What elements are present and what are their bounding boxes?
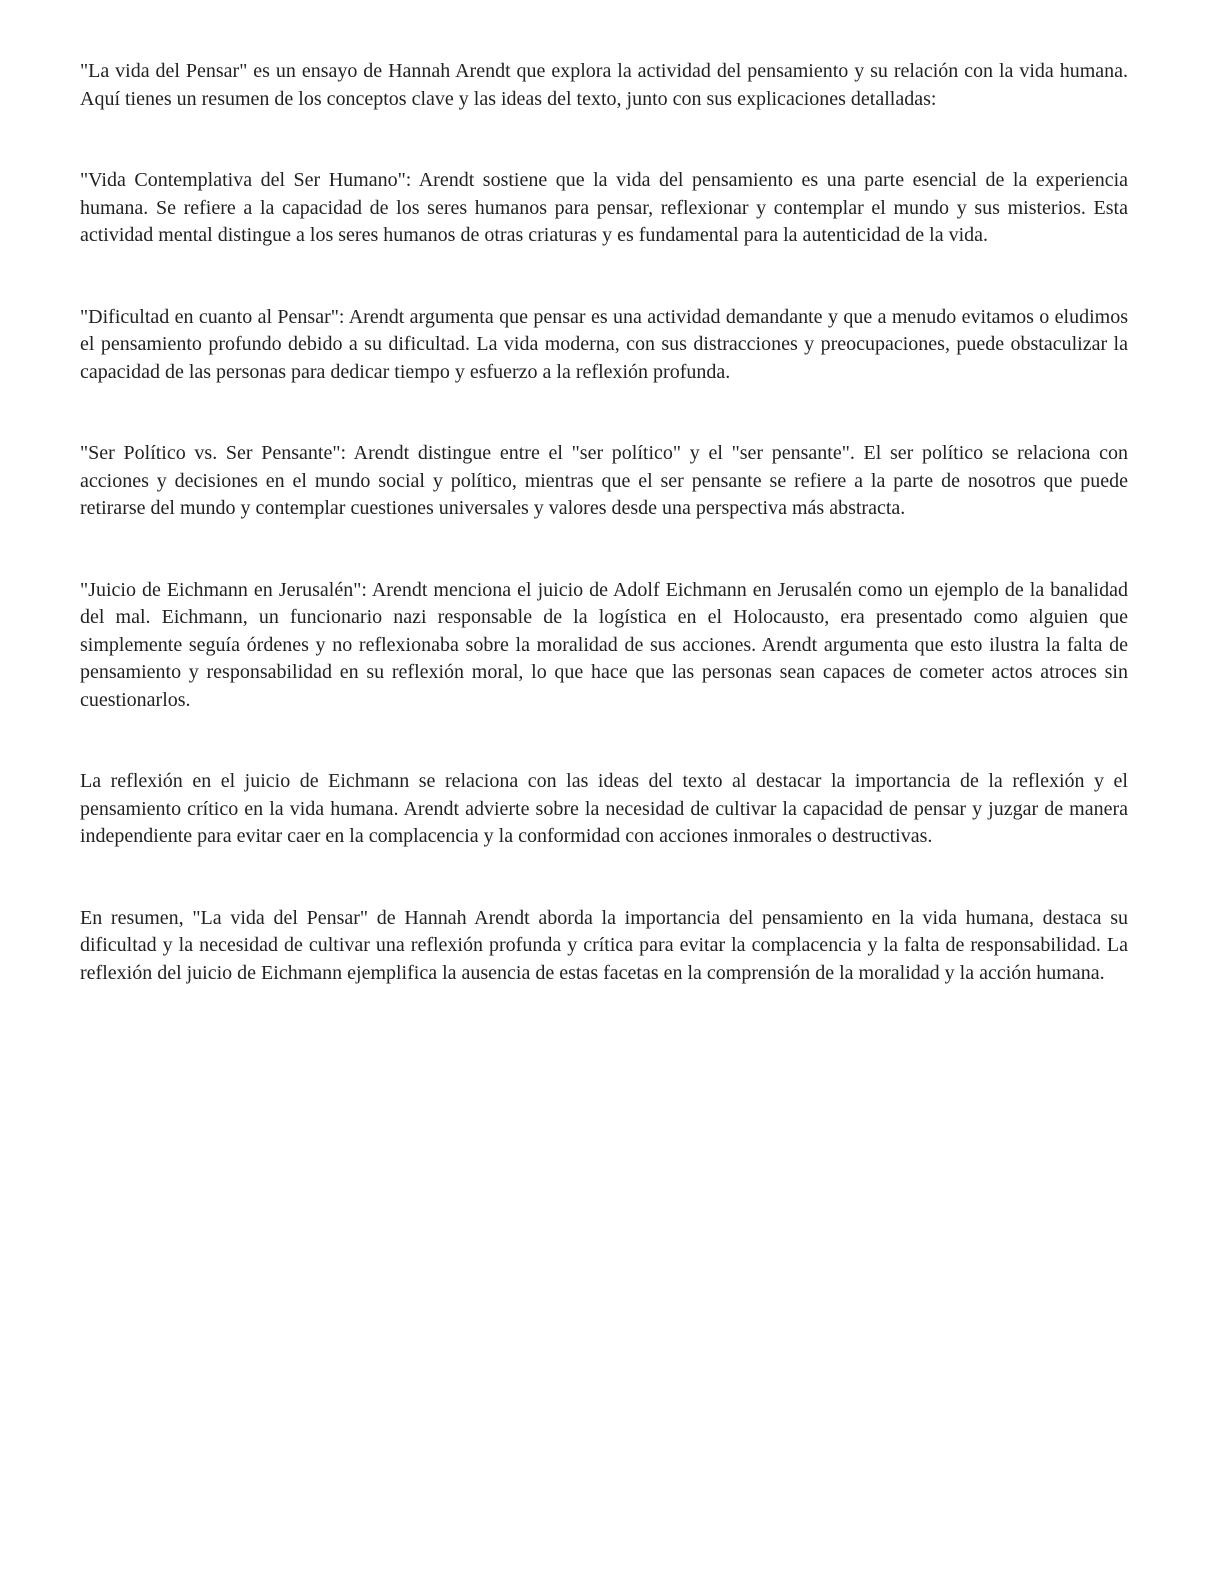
document-page <box>80 58 1128 1041</box>
intro-paragraph: "La vida del Pensar" es un ensayo de Hannah Arendt que explora la actividad del pensamiento y su relación con la vida humana. Aquí tienes un resumen de los conceptos clave y las ideas del texto, junto con sus explicaciones detalladas: <box>80 60 1128 110</box>
summary-paragraph: En resumen, "La vida del Pensar" de Hannah Arendt aborda la importancia del pensamiento en la vida humana, destaca su dificultad y la necesidad de cultivar una reflexión profunda y crítica para evitar la complacencia y la falta de responsabilidad. La reflexión del juicio de Eichmann ejemplifica la ausencia de estas facetas en la comprensión de la moralidad y la acción humana. <box>80 906 1128 984</box>
difficulty-of-thinking-paragraph: "Dificultad en cuanto al Pensar": Arendt argumenta que pensar es una actividad demandante y que a menudo evitamos o eludimos el pensamiento profundo debido a su dificultad. La vida moderna, con sus distracciones y preocupaciones, puede obstaculizar la capacidad de las personas para dedicar tiempo y esfuerzo a la reflexión profunda. <box>80 305 1128 383</box>
reflection-paragraph: La reflexión en el juicio de Eichmann se relaciona con las ideas del texto al destacar la importancia de la reflexión y el pensamiento crítico en la vida humana. Arendt advierte sobre la necesidad de cultivar la capacidad de pensar y juzgar de manera independiente para evitar caer en la complacencia y la conformidad con acciones inmorales o destructivas. <box>80 770 1128 847</box>
contemplative-life-paragraph: "Vida Contemplativa del Ser Humano": Arendt sostiene que la vida del pensamiento es una parte esencial de la experiencia humana. Se refiere a la capacidad de los seres humanos para pensar, reflexionar y contemplar el mundo y sus misterios. Esta actividad mental distingue a los seres humanos de otras criaturas y es fundamental para la autenticidad de la vida. <box>80 169 1128 246</box>
political-vs-thinking-paragraph: "Ser Político vs. Ser Pensante": Arendt distingue entre el "ser político" y el "ser pensante". El ser político se relaciona con acciones y decisiones en el mundo social y político, mientras que el ser pensante se refiere a la parte de nosotros que puede retirarse del mundo y contemplar cuestiones universales y valores desde una perspectiva más abstracta. <box>80 442 1128 519</box>
eichmann-trial-paragraph: "Juicio de Eichmann en Jerusalén": Arendt menciona el juicio de Adolf Eichmann en Jerusalén como un ejemplo de la banalidad del mal. Eichmann, un funcionario nazi responsable de la logística en el Holocausto, era presentado como alguien que simplemente seguía órdenes y no reflexionaba sobre la moralidad de sus acciones. Arendt argumenta que esto ilustra la falta de pensamiento y responsabilidad en su reflexión moral, lo que hace que las personas sean capaces de cometer actos atroces sin cuestionarlos. <box>80 578 1128 711</box>
